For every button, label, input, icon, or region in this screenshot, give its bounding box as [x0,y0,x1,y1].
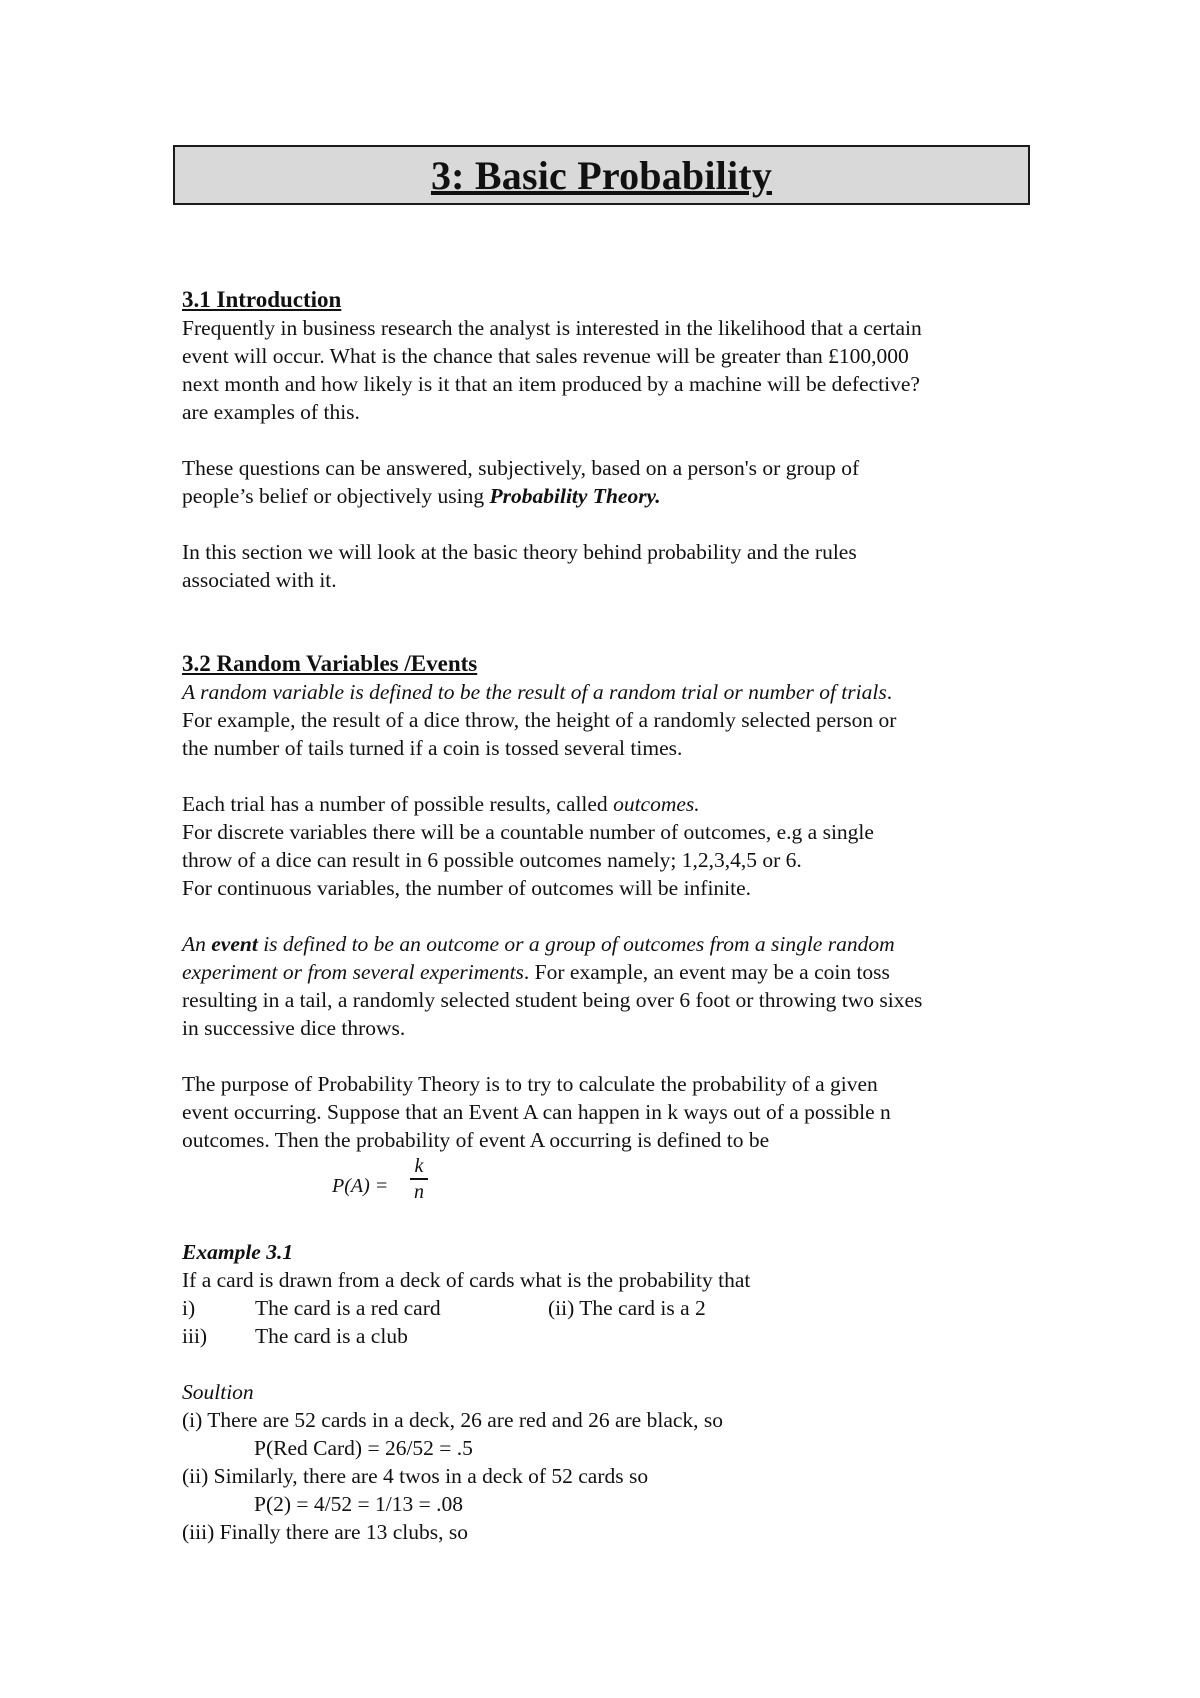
event-example-line-2: resulting in a tail, a randomly selected student being over 6 foot or throwing two sixes [182,988,923,1012]
probability-theory-term: Probability Theory. [489,484,661,508]
questions-line-2-text: people’s belief or objectively using [182,484,490,508]
purpose-line-1: The purpose of Probability Theory is to try to calculate the probability of a given [182,1072,878,1096]
title-box [173,145,1030,205]
formula-lhs: P(A) = [332,1175,389,1197]
solution-ii: (ii) Similarly, there are 4 twos in a deck of 52 cards so [182,1464,649,1488]
section-heading-random-variables: 3.2 Random Variables /Events [182,651,478,676]
outcomes-line [182,790,1042,818]
page-title: 3: Basic Probability [430,152,773,198]
event-example-start: . For example, an event may be a coin toss [523,960,890,984]
event-def-b: is defined to be an outcome or a group of outcomes from a single random [257,932,895,956]
solution-i: (i) There are 52 cards in a deck, 26 are red and 26 are black, so [182,1408,724,1432]
continuous-line: For continuous variables, the number of outcomes will be infinite. [182,876,752,900]
option-iii-label: iii) [182,1324,208,1348]
questions-line-1: These questions can be answered, subjectively, based on a person's or group of [182,456,860,480]
intro-line-4: are examples of this. [182,400,360,424]
discrete-line-2: throw of a dice can result in 6 possible outcomes namely; 1,2,3,4,5 or 6. [182,848,802,872]
section-scope-line-1: In this section we will look at the basic theory behind probability and the rules [182,540,857,564]
intro-line-3: next month and how likely is it that an item produced by a machine will be defective? [182,372,920,396]
outcomes-text: Each trial has a number of possible results, called [182,792,614,816]
event-def-a: An [182,932,212,956]
intro-line-2: event will occur. What is the chance that sales revenue will be greater than £100,000 [182,344,909,368]
purpose-line-2: event occurring. Suppose that an Event A can happen in k ways out of a possible n [182,1100,891,1124]
solution-iii: (iii) Finally there are 13 clubs, so [182,1520,468,1544]
option-iii-text: The card is a club [255,1324,408,1348]
discrete-line-1: For discrete variables there will be a countable number of outcomes, e.g a single [182,820,874,844]
solution-i-calc: P(Red Card) = 26/52 = .5 [254,1436,473,1460]
solution-label: Soultion [182,1380,254,1404]
probability-formula [182,1154,1042,1216]
example-question: If a card is drawn from a deck of cards what is the probability that [182,1268,751,1292]
event-definition-line-1 [182,930,1042,958]
definition-period: . [886,680,893,704]
formula-numerator: k [414,1155,424,1177]
option-i-text: The card is a red card [255,1296,441,1320]
event-definition-line-2 [182,958,1042,986]
rv-example-line-2: the number of tails turned if a coin is tossed several times. [182,736,683,760]
event-def-c: experiment or from several experiments [182,960,524,984]
option-ii-text: (ii) The card is a 2 [548,1296,706,1320]
example-options-row-2 [182,1322,1042,1350]
example-options-row-1 [182,1294,1042,1322]
section-scope-line-2: associated with it. [182,568,337,592]
example-heading: Example 3.1 [182,1240,294,1264]
document-body [182,286,1042,1546]
formula-fraction [410,1154,428,1204]
outcomes-term: outcomes. [613,792,700,816]
formula-denominator: n [414,1180,424,1203]
section-heading-intro: 3.1 Introduction [182,287,342,312]
event-term: event [211,932,258,956]
questions-line-2 [182,482,1042,510]
solution-ii-calc: P(2) = 4/52 = 1/13 = .08 [254,1492,463,1516]
random-variable-definition [182,678,1042,706]
intro-line-1: Frequently in business research the analyst is interested in the likelihood that a certain [182,316,922,340]
event-example-line-3: in successive dice throws. [182,1016,406,1040]
purpose-line-3: outcomes. Then the probability of event A occurring is defined to be [182,1128,770,1152]
rv-example-line-1: For example, the result of a dice throw, the height of a randomly selected person or [182,708,897,732]
definition-italic: A random variable is defined to be the result of a random trial or number of trials [182,680,887,704]
option-i-label: i) [182,1296,196,1320]
